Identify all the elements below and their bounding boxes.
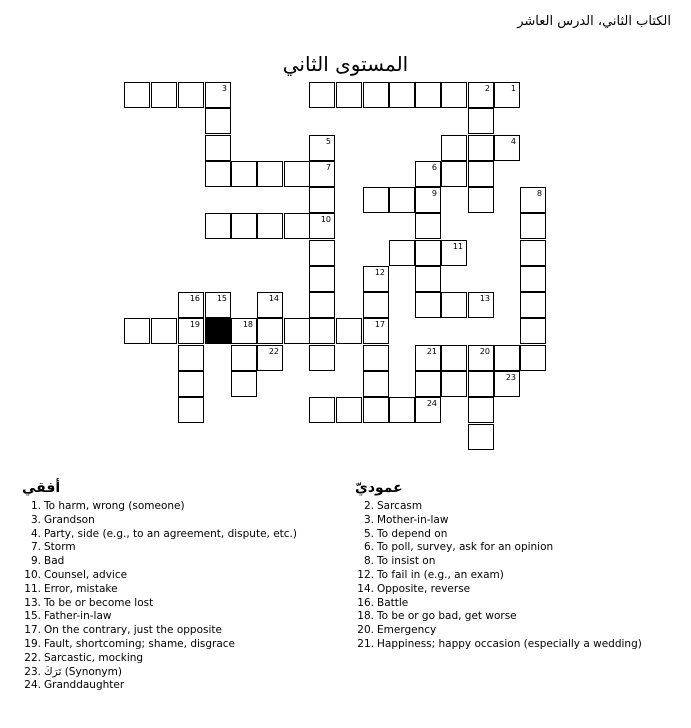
crossword-cell[interactable] — [415, 345, 441, 371]
crossword-cell[interactable] — [468, 108, 494, 134]
clue-item-text: Sarcastic, mocking — [44, 651, 144, 664]
across-clue-item — [24, 652, 297, 666]
clue-item-text: To depend on — [377, 527, 448, 540]
clue-item-number: 10. — [24, 568, 41, 581]
crossword-cell[interactable] — [309, 187, 335, 213]
clue-item-number: 5. — [363, 527, 374, 540]
down-clue-item — [357, 500, 642, 514]
crossword-cell[interactable] — [178, 318, 204, 344]
crossword-cell[interactable] — [363, 345, 389, 371]
crossword-cell[interactable] — [257, 292, 283, 318]
clue-number: 16 — [189, 294, 200, 303]
crossword-cell[interactable] — [178, 371, 204, 397]
clue-item-number: 7. — [30, 541, 41, 554]
crossword-cell[interactable] — [441, 82, 467, 108]
clue-item-number: 15. — [24, 610, 41, 623]
clue-item-text: Father-in-law — [44, 610, 112, 623]
crossword-cell[interactable] — [363, 318, 389, 344]
clue-item-number: 19. — [24, 637, 41, 650]
clue-item-text: To insist on — [377, 555, 436, 568]
crossword-cell[interactable] — [284, 318, 310, 344]
crossword-cell[interactable] — [389, 82, 415, 108]
crossword-cell[interactable] — [468, 345, 494, 371]
crossword-cell[interactable] — [468, 397, 494, 423]
crossword-cell[interactable] — [205, 135, 231, 161]
crossword-cell[interactable] — [494, 135, 520, 161]
book-lesson-header: الكتاب الثاني، الدرس العاشر — [517, 14, 671, 29]
clue-item-number: 6. — [363, 541, 374, 554]
crossword-cell[interactable] — [178, 82, 204, 108]
clue-number: 4 — [510, 137, 516, 146]
clue-item-text: Storm — [44, 541, 76, 554]
across-clue-item — [24, 638, 297, 652]
crossword-cell[interactable] — [520, 213, 546, 239]
down-clue-item — [357, 569, 642, 583]
down-clue-item — [357, 624, 642, 638]
clue-item-number: 23. — [24, 665, 41, 678]
clue-item-text: Battle — [377, 596, 409, 609]
crossword-cell[interactable] — [205, 108, 231, 134]
clue-item-text: Counsel, advice — [44, 568, 128, 581]
crossword-cell[interactable] — [205, 292, 231, 318]
crossword-cell[interactable] — [124, 82, 150, 108]
crossword-cell[interactable] — [309, 292, 335, 318]
crossword-cell[interactable] — [309, 266, 335, 292]
clue-item-text: Fault, shortcoming; shame, disgrace — [44, 637, 236, 650]
crossword-cell[interactable] — [389, 240, 415, 266]
crossword-cell[interactable] — [441, 161, 467, 187]
across-clue-item — [24, 514, 297, 528]
crossword-cell[interactable] — [257, 345, 283, 371]
clue-item-number: 22. — [24, 651, 41, 664]
clue-number: 21 — [426, 347, 437, 356]
across-clue-item — [24, 624, 297, 638]
crossword-cell[interactable] — [389, 397, 415, 423]
across-clue-list — [24, 500, 297, 693]
crossword-cell[interactable] — [363, 266, 389, 292]
crossword-cell[interactable] — [336, 82, 362, 108]
crossword-cell[interactable] — [415, 82, 441, 108]
clue-item-number: 12. — [357, 568, 374, 581]
across-clue-item — [24, 500, 297, 514]
clue-item-text: Happiness; happy occasion (especially a wedding) — [377, 637, 642, 650]
clue-number: 18 — [242, 320, 253, 329]
down-clue-item — [357, 583, 642, 597]
down-clue-list — [357, 500, 642, 652]
across-clue-item — [24, 528, 297, 542]
crossword-cell[interactable] — [309, 82, 335, 108]
crossword-cell[interactable] — [494, 345, 520, 371]
crossword-cell[interactable] — [520, 266, 546, 292]
crossword-cell[interactable] — [363, 187, 389, 213]
clue-item-number: 14. — [357, 582, 374, 595]
down-clue-item — [357, 514, 642, 528]
crossword-cell[interactable] — [520, 292, 546, 318]
across-clue-item — [24, 666, 297, 680]
crossword-cell[interactable] — [494, 371, 520, 397]
clue-item-text: Error, mistake — [44, 582, 118, 595]
clue-number: 7 — [325, 163, 331, 172]
crossword-cell[interactable] — [284, 161, 310, 187]
crossword-cell[interactable] — [441, 240, 467, 266]
clue-number: 1 — [510, 84, 516, 93]
crossword-cell[interactable] — [468, 135, 494, 161]
clue-item-text: Bad — [44, 555, 65, 568]
clue-item-text: Emergency — [377, 624, 437, 637]
clue-item-number: 8. — [363, 555, 374, 568]
clue-item-number: 21. — [357, 637, 374, 650]
clue-number: 23 — [505, 373, 516, 382]
clue-number: 5 — [325, 137, 331, 146]
crossword-cell[interactable] — [151, 82, 177, 108]
clue-item-text: To fail in (e.g., an exam) — [377, 568, 504, 581]
clue-item-text: To harm, wrong (someone) — [44, 500, 185, 512]
down-heading: عموديّ — [355, 480, 403, 496]
crossword-cell[interactable] — [284, 213, 310, 239]
clue-number: 13 — [479, 294, 490, 303]
clue-item-text: To be or become lost — [44, 596, 154, 609]
across-clue-item — [24, 541, 297, 555]
clue-item-number: 11. — [24, 582, 41, 595]
crossword-cell[interactable] — [205, 213, 231, 239]
crossword-cell[interactable] — [309, 345, 335, 371]
clue-number: 24 — [426, 399, 437, 408]
clue-item-text: On the contrary, just the opposite — [44, 624, 222, 637]
clue-item-text: Opposite, reverse — [377, 582, 471, 595]
crossword-cell[interactable] — [231, 345, 257, 371]
clue-item-number: 20. — [357, 624, 374, 637]
crossword-cell[interactable] — [309, 318, 335, 344]
crossword-cell[interactable] — [468, 292, 494, 318]
crossword-cell[interactable] — [257, 161, 283, 187]
down-clue-item — [357, 541, 642, 555]
crossword-cell[interactable] — [415, 161, 441, 187]
crossword-cell[interactable] — [178, 292, 204, 318]
crossword-cell[interactable] — [415, 266, 441, 292]
clue-item-number: 4. — [30, 527, 41, 540]
crossword-cell[interactable] — [468, 82, 494, 108]
crossword-cell[interactable] — [415, 397, 441, 423]
clue-item-text: To poll, survey, ask for an opinion — [377, 541, 554, 554]
crossword-cell[interactable] — [441, 135, 467, 161]
crossword-cell[interactable] — [415, 292, 441, 318]
puzzle-title: المستوى الثاني — [282, 52, 409, 76]
crossword-cell[interactable] — [309, 213, 335, 239]
clue-number: 14 — [268, 294, 279, 303]
crossword-cell[interactable] — [415, 213, 441, 239]
clue-number: 8 — [536, 189, 542, 198]
crossword-cell[interactable] — [336, 397, 362, 423]
across-heading: أفقي — [22, 480, 61, 496]
clue-item-text: To be or go bad, get worse — [377, 610, 517, 623]
crossword-cell[interactable] — [363, 292, 389, 318]
clue-number: 2 — [484, 84, 490, 93]
clue-number: 22 — [268, 347, 279, 356]
clue-number: 17 — [374, 320, 385, 329]
clue-number: 20 — [479, 347, 490, 356]
crossword-black-cell — [205, 318, 231, 344]
crossword-cell[interactable] — [178, 345, 204, 371]
crossword-cell[interactable] — [231, 213, 257, 239]
across-clue-item — [24, 597, 297, 611]
crossword-cell[interactable] — [441, 292, 467, 318]
crossword-cell[interactable] — [309, 397, 335, 423]
crossword-cell[interactable] — [415, 240, 441, 266]
clue-number: 10 — [320, 215, 331, 224]
crossword-cell[interactable] — [468, 161, 494, 187]
crossword-cell[interactable] — [257, 213, 283, 239]
crossword-cell[interactable] — [520, 240, 546, 266]
clue-item-number: 1. — [30, 500, 41, 512]
crossword-cell[interactable] — [151, 318, 177, 344]
clue-item-text: Granddaughter — [44, 679, 125, 692]
clue-item-number: 2. — [363, 500, 374, 512]
clue-item-text: Party, side (e.g., to an agreement, dispute, etc.) — [44, 527, 297, 540]
crossword-cell[interactable] — [336, 318, 362, 344]
crossword-cell[interactable] — [415, 187, 441, 213]
crossword-cell[interactable] — [205, 161, 231, 187]
crossword-cell[interactable] — [257, 318, 283, 344]
down-clue-item — [357, 555, 642, 569]
clue-number: 3 — [221, 84, 227, 93]
clue-item-number: 24. — [24, 679, 41, 692]
crossword-cell[interactable] — [389, 187, 415, 213]
across-clue-item — [24, 679, 297, 693]
crossword-cell[interactable] — [441, 371, 467, 397]
clue-item-number: 3. — [363, 513, 374, 526]
across-clue-item — [24, 569, 297, 583]
clue-number: 19 — [189, 320, 200, 329]
clue-item-number: 3. — [30, 513, 41, 526]
clue-number: 11 — [452, 242, 463, 251]
crossword-cell[interactable] — [468, 187, 494, 213]
clue-item-number: 13. — [24, 596, 41, 609]
crossword-cell[interactable] — [441, 345, 467, 371]
clue-number: 12 — [374, 268, 385, 277]
crossword-cell[interactable] — [520, 345, 546, 371]
clue-number: 9 — [431, 189, 437, 198]
clue-item-number: 18. — [357, 610, 374, 623]
crossword-cell[interactable] — [494, 82, 520, 108]
clue-item-text: Sarcasm — [377, 500, 423, 512]
crossword-cell[interactable] — [178, 397, 204, 423]
clue-item-number: 16. — [357, 596, 374, 609]
crossword-cell[interactable] — [124, 318, 150, 344]
down-clue-item — [357, 638, 642, 652]
down-clue-item — [357, 597, 642, 611]
crossword-cell[interactable] — [363, 397, 389, 423]
clue-number: 6 — [431, 163, 437, 172]
across-clue-item — [24, 583, 297, 597]
clue-item-text: Mother-in-law — [377, 513, 449, 526]
crossword-cell[interactable] — [231, 318, 257, 344]
crossword-cell[interactable] — [363, 82, 389, 108]
crossword-cell[interactable] — [231, 161, 257, 187]
clue-item-text: تَرَكَ (Synonym) — [44, 665, 122, 678]
down-clue-item — [357, 610, 642, 624]
across-clue-item — [24, 555, 297, 569]
across-clue-item — [24, 610, 297, 624]
down-clue-item — [357, 528, 642, 542]
crossword-cell[interactable] — [309, 161, 335, 187]
clue-item-text: Grandson — [44, 513, 95, 526]
crossword-cell[interactable] — [205, 82, 231, 108]
crossword-cell[interactable] — [468, 371, 494, 397]
crossword-cell[interactable] — [520, 318, 546, 344]
clue-number: 15 — [216, 294, 227, 303]
clue-item-number: 17. — [24, 624, 41, 637]
clue-item-number: 9. — [30, 555, 41, 568]
crossword-cell[interactable] — [309, 135, 335, 161]
crossword-cell[interactable] — [415, 371, 441, 397]
crossword-cell[interactable] — [231, 371, 257, 397]
crossword-cell[interactable] — [520, 187, 546, 213]
crossword-cell[interactable] — [468, 424, 494, 450]
crossword-cell[interactable] — [309, 240, 335, 266]
crossword-cell[interactable] — [363, 371, 389, 397]
